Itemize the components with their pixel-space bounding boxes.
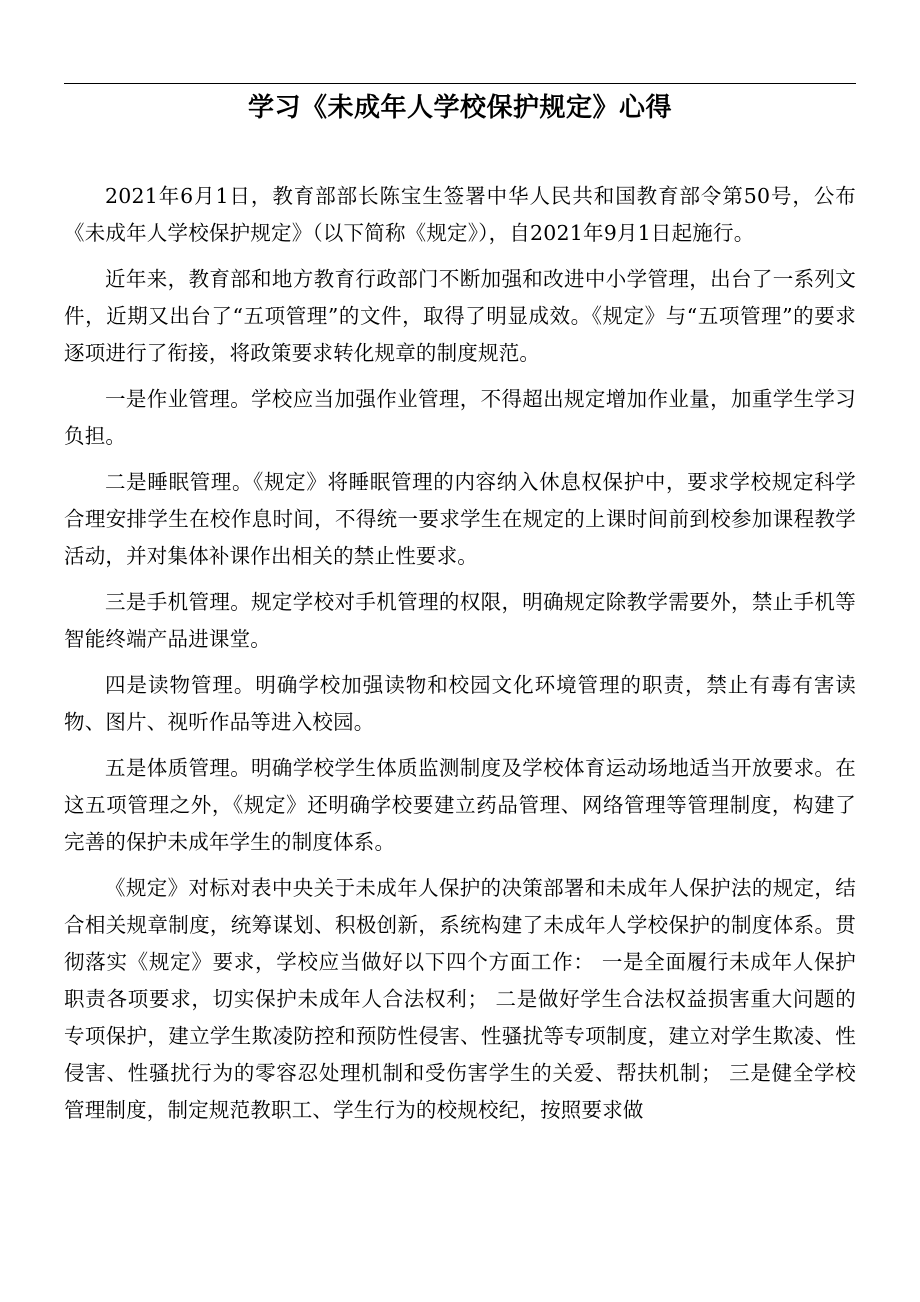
paragraph-homework: 一是作业管理。学校应当加强作业管理，不得超出规定增加作业量，加重学生学习负担。 <box>64 387 856 448</box>
paragraph-phone: 三是手机管理。规定学校对手机管理的权限，明确规定除教学需要外，禁止手机等智能终端产品进课堂。 <box>64 590 856 651</box>
paragraph-implementation: 《规定》对标对表中央关于未成年人保护的决策部署和未成年人保护法的规定，结合相关规章制度，统筹谋划、积极创新，系统构建了未成年人学校保护的制度体系。贯彻落实《规定》要求，学校应当做好以下四个方面工作： 一是全面履行未成年人保护职责各项要求，切实保护未成年人合法权利； 二是做好学生合法权益损害重大问题的专项保护，建立学生欺凌防控和预防性侵害、性骚扰等专项制度，建立对学生欺凌、性侵害、性骚扰行为的零容忍处理机制和受伤害学生的关爱、帮扶机制； 三是健全学校管理制度，制定规范教职工、学生行为的校规校纪，按照要求做 <box>64 876 856 1122</box>
paragraph-background: 近年来，教育部和地方教育行政部门不断加强和改进中小学管理，出台了一系列文件，近期又出台了“五项管理”的文件，取得了明显成效。《规定》与“五项管理”的要求逐项进行了衔接，将政策要求转化规章的制度规范。 <box>64 267 856 365</box>
paragraph-sleep: 二是睡眠管理。《规定》将睡眠管理的内容纳入休息权保护中，要求学校规定科学合理安排学生在校作息时间，不得统一要求学生在规定的上课时间前到校参加课程教学活动，并对集体补课作出相关的禁止性要求。 <box>64 470 856 568</box>
paragraph-fitness: 五是体质管理。明确学校学生体质监测制度及学校体育运动场地适当开放要求。在这五项管理之外，《规定》还明确学校要建立药品管理、网络管理等管理制度，构建了完善的保护未成年学生的制度体系。 <box>64 756 856 854</box>
paragraph-intro: 2021年6月1日，教育部部长陈宝生签署中华人民共和国教育部令第50号，公布《未成年人学校保护规定》（以下简称《规定》），自2021年9月1日起施行。 <box>64 184 856 245</box>
header-rule <box>64 83 856 84</box>
document-title: 学习《未成年人学校保护规定》心得 <box>247 93 672 123</box>
paragraph-reading: 四是读物管理。明确学校加强读物和校园文化环境管理的职责，禁止有毒有害读物、图片、视听作品等进入校园。 <box>64 673 856 734</box>
document-body <box>64 178 856 1138</box>
